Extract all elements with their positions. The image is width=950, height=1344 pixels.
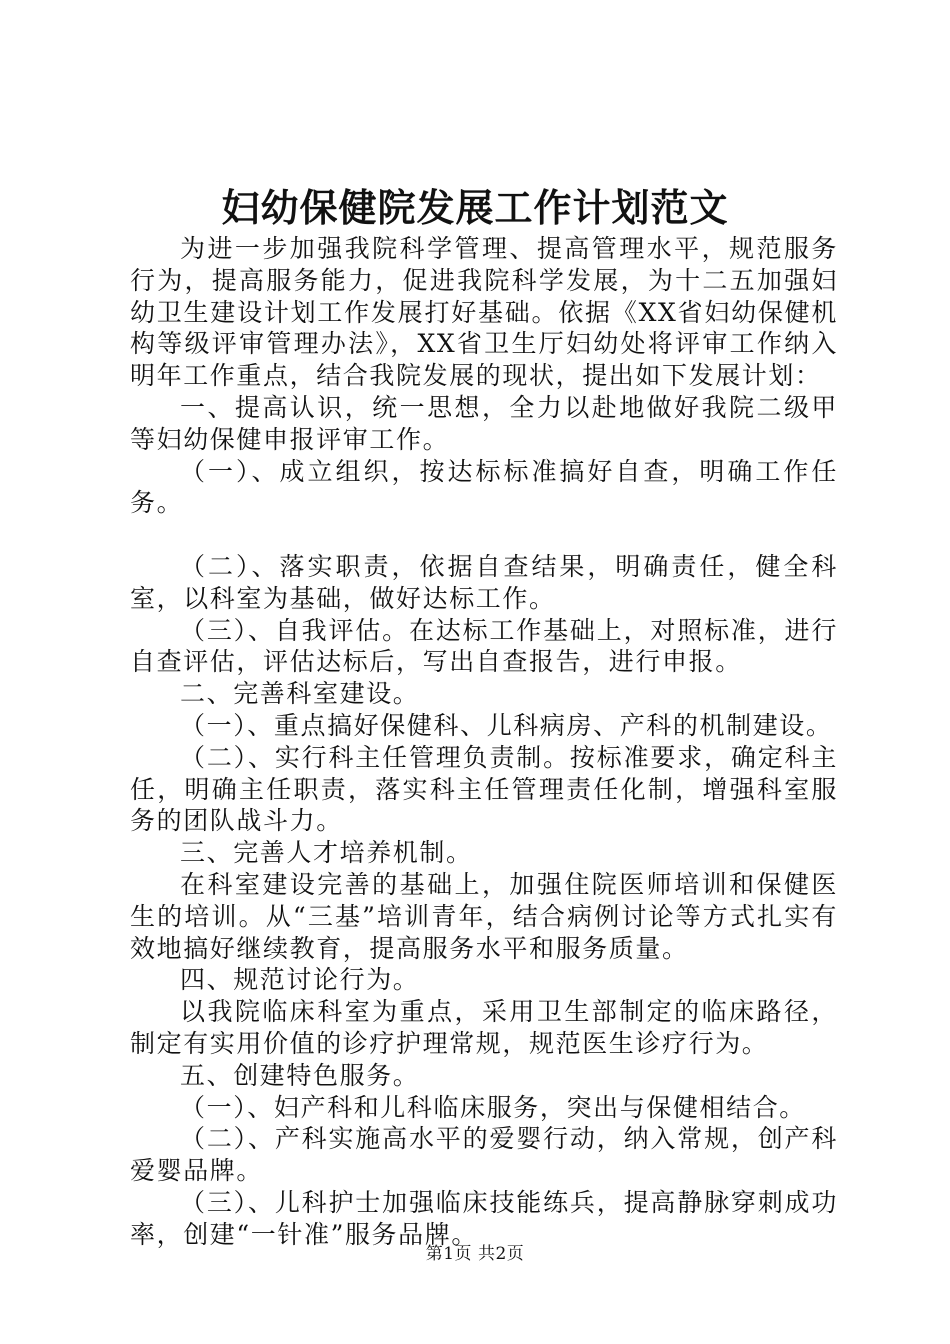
sub-item-1-1: （一）、成立组织，按达标标准搞好自查，明确工作任务。 (130, 456, 838, 518)
intro-paragraph: 为进一步加强我院科学管理、提高管理水平，规范服务行为，提高服务能力，促进我院科学发展，为十二五加强妇幼卫生建设计划工作发展打好基础。依据《XX省妇幼保健机构等级评审管理办法》，XX省卫生厅妇幼处将评审工作纳入明年工作重点，结合我院发展的现状，提出如下发展计划： (130, 234, 838, 391)
page-footer: 第1页 共2页 (425, 1244, 525, 1264)
sub-item-1-3: （三）、自我评估。在达标工作基础上，对照标准，进行自查评估，评估达标后，写出自查报告，进行申报。 (130, 615, 838, 677)
section-4-paragraph: 以我院临床科室为重点，采用卫生部制定的临床路径，制定有实用价值的诊疗护理常规，规范医生诊疗行为。 (130, 997, 838, 1058)
document-title: 妇幼保健院发展工作计划范文 (221, 185, 729, 230)
section-heading-3: 三、完善人才培养机制。 (180, 838, 473, 868)
section-heading-5: 五、创建特色服务。 (180, 1060, 420, 1090)
sub-item-2-1: （一）、重点搞好保健科、儿科病房、产科的机制建设。 (180, 710, 833, 740)
sub-item-5-2: （二）、产科实施高水平的爱婴行动，纳入常规，创产科爱婴品牌。 (130, 1124, 838, 1186)
document-body (130, 233, 838, 1251)
sub-item-5-3: （三）、儿科护士加强临床技能练兵，提高静脉穿刺成功率，创建“一针准”服务品牌。 (130, 1187, 838, 1249)
section-3-paragraph: 在科室建设完善的基础上，加强住院医师培训和保健医生的培训。从“三基”培训青年，结合病例讨论等方式扎实有效地搞好继续教育，提高服务水平和服务质量。 (130, 869, 838, 963)
section-heading-2: 二、完善科室建设。 (180, 679, 420, 709)
sub-item-1-2: （二）、落实职责，依据自查结果，明确责任，健全科室，以科室为基础，做好达标工作。 (130, 551, 838, 613)
sub-item-5-1: （一）、妇产科和儿科临床服务，突出与保健相结合。 (180, 1092, 806, 1122)
section-heading-4: 四、规范讨论行为。 (180, 965, 420, 995)
section-heading-1: 一、提高认识，统一思想，全力以赴地做好我院二级甲等妇幼保健申报评审工作。 (130, 392, 838, 454)
sub-item-2-2: （二）、实行科主任管理负责制。按标准要求，确定科主任，明确主任职责，落实科主任管理责任化制，增强科室服务的团队战斗力。 (130, 742, 838, 836)
